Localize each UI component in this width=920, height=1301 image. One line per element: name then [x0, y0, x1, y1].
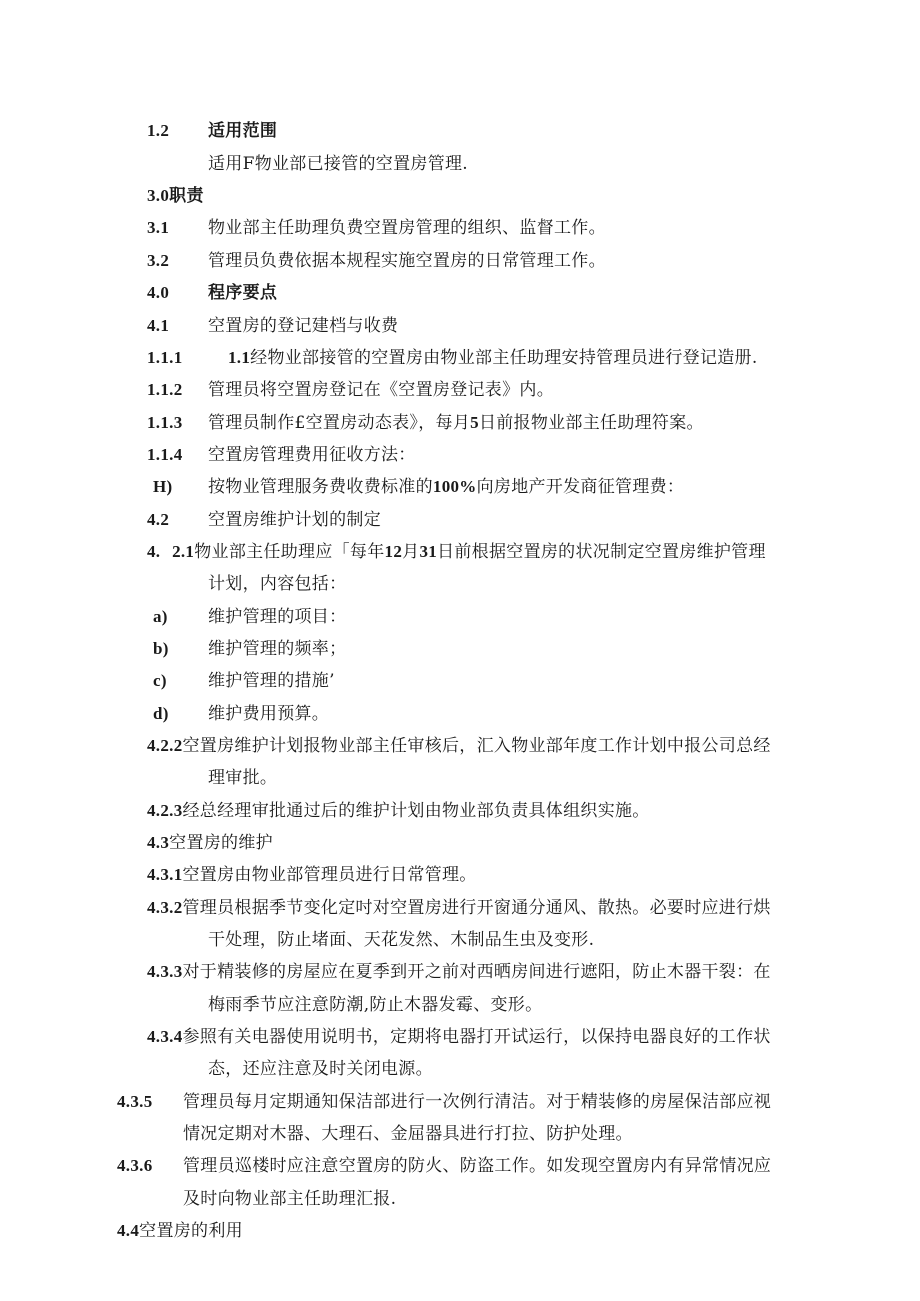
paragraph-text: 管理员制作£空置房动态表》，每月	[208, 413, 471, 433]
paragraph-text: 对于精装修的房屋应在夏季到开之前对西晒房间进行遮阳，防止木器干裂：在	[182, 962, 771, 982]
section-1-1-4-number	[147, 444, 183, 466]
section-3-2-number	[147, 250, 169, 272]
section-4-3-5-text: 管理员每月定期通知保洁部进行一次例行清洁。对于精装修的房屋保洁部应视	[183, 1092, 772, 1112]
item-b-text: 维护管理的频率；	[208, 639, 347, 659]
section-4-3-6-number	[117, 1155, 153, 1177]
section-3-2-text: 管理员负费依据本规程实施空置房的日常管理工作。	[208, 251, 606, 271]
paragraph-text: 经物业部接管的空置房由物业部主任助理安持管理员进行登记造册.	[250, 348, 758, 368]
item-a-marker	[153, 606, 168, 628]
section-number: 1.1.1	[147, 348, 183, 367]
section-4-4	[117, 1220, 243, 1242]
section-4-2-text: 空置房维护计划的制定	[208, 510, 381, 530]
section-number: 4.4	[117, 1221, 140, 1240]
section-1-1-3-text	[208, 412, 704, 434]
list-marker: H)	[153, 477, 173, 496]
section-4-1-text: 空置房的登记建档与收费	[208, 316, 399, 336]
section-1-2-body: 适用F物业部已接管的空置房管理.	[208, 154, 468, 174]
inline-number: 31	[419, 542, 438, 561]
section-3-1-number	[147, 217, 169, 239]
section-1-1-2-text: 管理员将空置房登记在《空置房登记表》内。	[208, 380, 554, 400]
item-c-text: 维护管理的措施’	[208, 671, 335, 691]
section-number: 4.2.3	[147, 801, 183, 820]
section-4-3-2	[147, 897, 771, 919]
section-4-3-3-continued: 梅雨季节应注意防潮,防止木器发霉、变形。	[208, 995, 543, 1015]
item-h-number	[153, 476, 172, 498]
paragraph-text: 空置房由物业部管理员进行日常管理。	[182, 865, 477, 885]
item-h-text	[208, 476, 684, 498]
section-number: 4.3.2	[147, 898, 183, 917]
section-number: 4.3.3	[147, 962, 183, 981]
section-1-1-3-number	[147, 412, 183, 434]
list-marker: b)	[153, 639, 169, 658]
section-4-2-1	[147, 541, 766, 563]
paragraph-text: 管理员根据季节变化定吋对空置房进行开窗通分通风、散热。必要时应进行烘	[182, 898, 771, 918]
section-4-3-1	[147, 864, 477, 886]
section-number: 1.1.3	[147, 413, 183, 432]
section-number: 4.	[147, 542, 161, 561]
section-number: 2.1	[172, 542, 195, 561]
inline-number: 1.1	[228, 348, 251, 367]
section-1-2	[147, 120, 169, 142]
section-number: 3.2	[147, 251, 170, 270]
section-number: 4.3	[147, 833, 170, 852]
section-number: 3.0	[147, 186, 170, 205]
section-4-3-6-text: 管理员巡楼时应注意空置房的防火、防盗工作。如发现空置房内有异常情况应	[183, 1156, 772, 1176]
item-a-text: 维护管理的项目：	[208, 607, 347, 627]
section-4-2-2-continued: 理审批。	[208, 768, 278, 788]
section-number: 4.0	[147, 283, 170, 302]
section-4-0-title: 程序要点	[208, 283, 278, 303]
section-4-2-1-continued: 计划，内容包括：	[208, 574, 347, 594]
inline-number: 12	[384, 542, 403, 561]
item-d-marker	[153, 703, 169, 725]
section-4-2-2	[147, 735, 771, 757]
section-4-3	[147, 832, 273, 854]
inline-number: 100%	[432, 477, 477, 496]
list-marker: a)	[153, 607, 168, 626]
section-3-0	[147, 185, 204, 207]
section-4-2-number	[147, 509, 169, 531]
section-number: 3.1	[147, 218, 170, 237]
section-number: 1.2	[147, 121, 170, 140]
section-4-0-number	[147, 282, 169, 304]
paragraph-text: 月	[402, 542, 420, 562]
section-number: 1.1.2	[147, 380, 183, 399]
section-4-3-2-continued: 干处理，防止堵面、天花发然、木制品生虫及变形.	[208, 930, 595, 950]
paragraph-text: 物业部主任助理应「每年	[194, 542, 385, 562]
section-number: 1.1.4	[147, 445, 183, 464]
paragraph-text: 经总经理审批通过后的维护计划由物业部负责具体组织实施。	[182, 801, 650, 821]
list-marker: d)	[153, 704, 169, 723]
inline-number: 5	[470, 413, 479, 432]
section-4-3-5-number	[117, 1091, 153, 1113]
section-number: 4.2.2	[147, 736, 183, 755]
item-b-marker	[153, 638, 169, 660]
paragraph-text: 空置房的利用	[139, 1221, 243, 1241]
section-4-3-4-continued: 态，还应注意及时关闭电源。	[208, 1059, 433, 1079]
section-4-3-6-continued: 及时向物业部主任助理汇报.	[183, 1189, 397, 1209]
section-title: 职责	[169, 186, 204, 206]
section-1-1-4-text: 空置房管理费用征收方法：	[208, 445, 416, 465]
paragraph-text: 空置房的维护	[169, 833, 273, 853]
item-d-text: 维护费用预算。	[208, 704, 330, 724]
section-1-1-1-text	[228, 347, 758, 369]
section-4-3-3	[147, 961, 771, 983]
paragraph-text: 日前根据空置房的状况制定空置房维护管理	[437, 542, 766, 562]
section-4-1-number	[147, 315, 169, 337]
section-1-1-1-number	[147, 347, 183, 369]
section-number: 4.3.6	[117, 1156, 153, 1175]
section-3-1-text: 物业部主任助理负费空置房管理的组织、监督工作。	[208, 218, 606, 238]
paragraph-text: 参照有关电器使用说明书，定期将电器打开试运行，以保持电器良好的工作状	[182, 1027, 771, 1047]
section-1-2-title: 适用范围	[208, 121, 278, 141]
paragraph-text: 空置房维护计划报物业部主任审核后，汇入物业部年度工作计划中报公司总经	[182, 736, 771, 756]
paragraph-text: 向房地产开发商征管理费：	[476, 477, 685, 497]
list-marker: c)	[153, 671, 167, 690]
section-1-1-2-number	[147, 379, 183, 401]
section-4-3-5-continued: 情况定期对木器、大理石、金屈器具进行打拉、防护处理。	[183, 1124, 633, 1144]
paragraph-text: 按物业管理服务费收费标准的	[208, 477, 433, 497]
section-number: 4.3.4	[147, 1027, 183, 1046]
section-number: 4.3.1	[147, 865, 183, 884]
paragraph-text: 日前报物业部主任助理符案。	[478, 413, 704, 433]
section-4-3-4	[147, 1026, 771, 1048]
item-c-marker	[153, 670, 167, 692]
section-number: 4.1	[147, 316, 170, 335]
section-number: 4.3.5	[117, 1092, 153, 1111]
section-4-2-3	[147, 800, 650, 822]
section-number: 4.2	[147, 510, 170, 529]
